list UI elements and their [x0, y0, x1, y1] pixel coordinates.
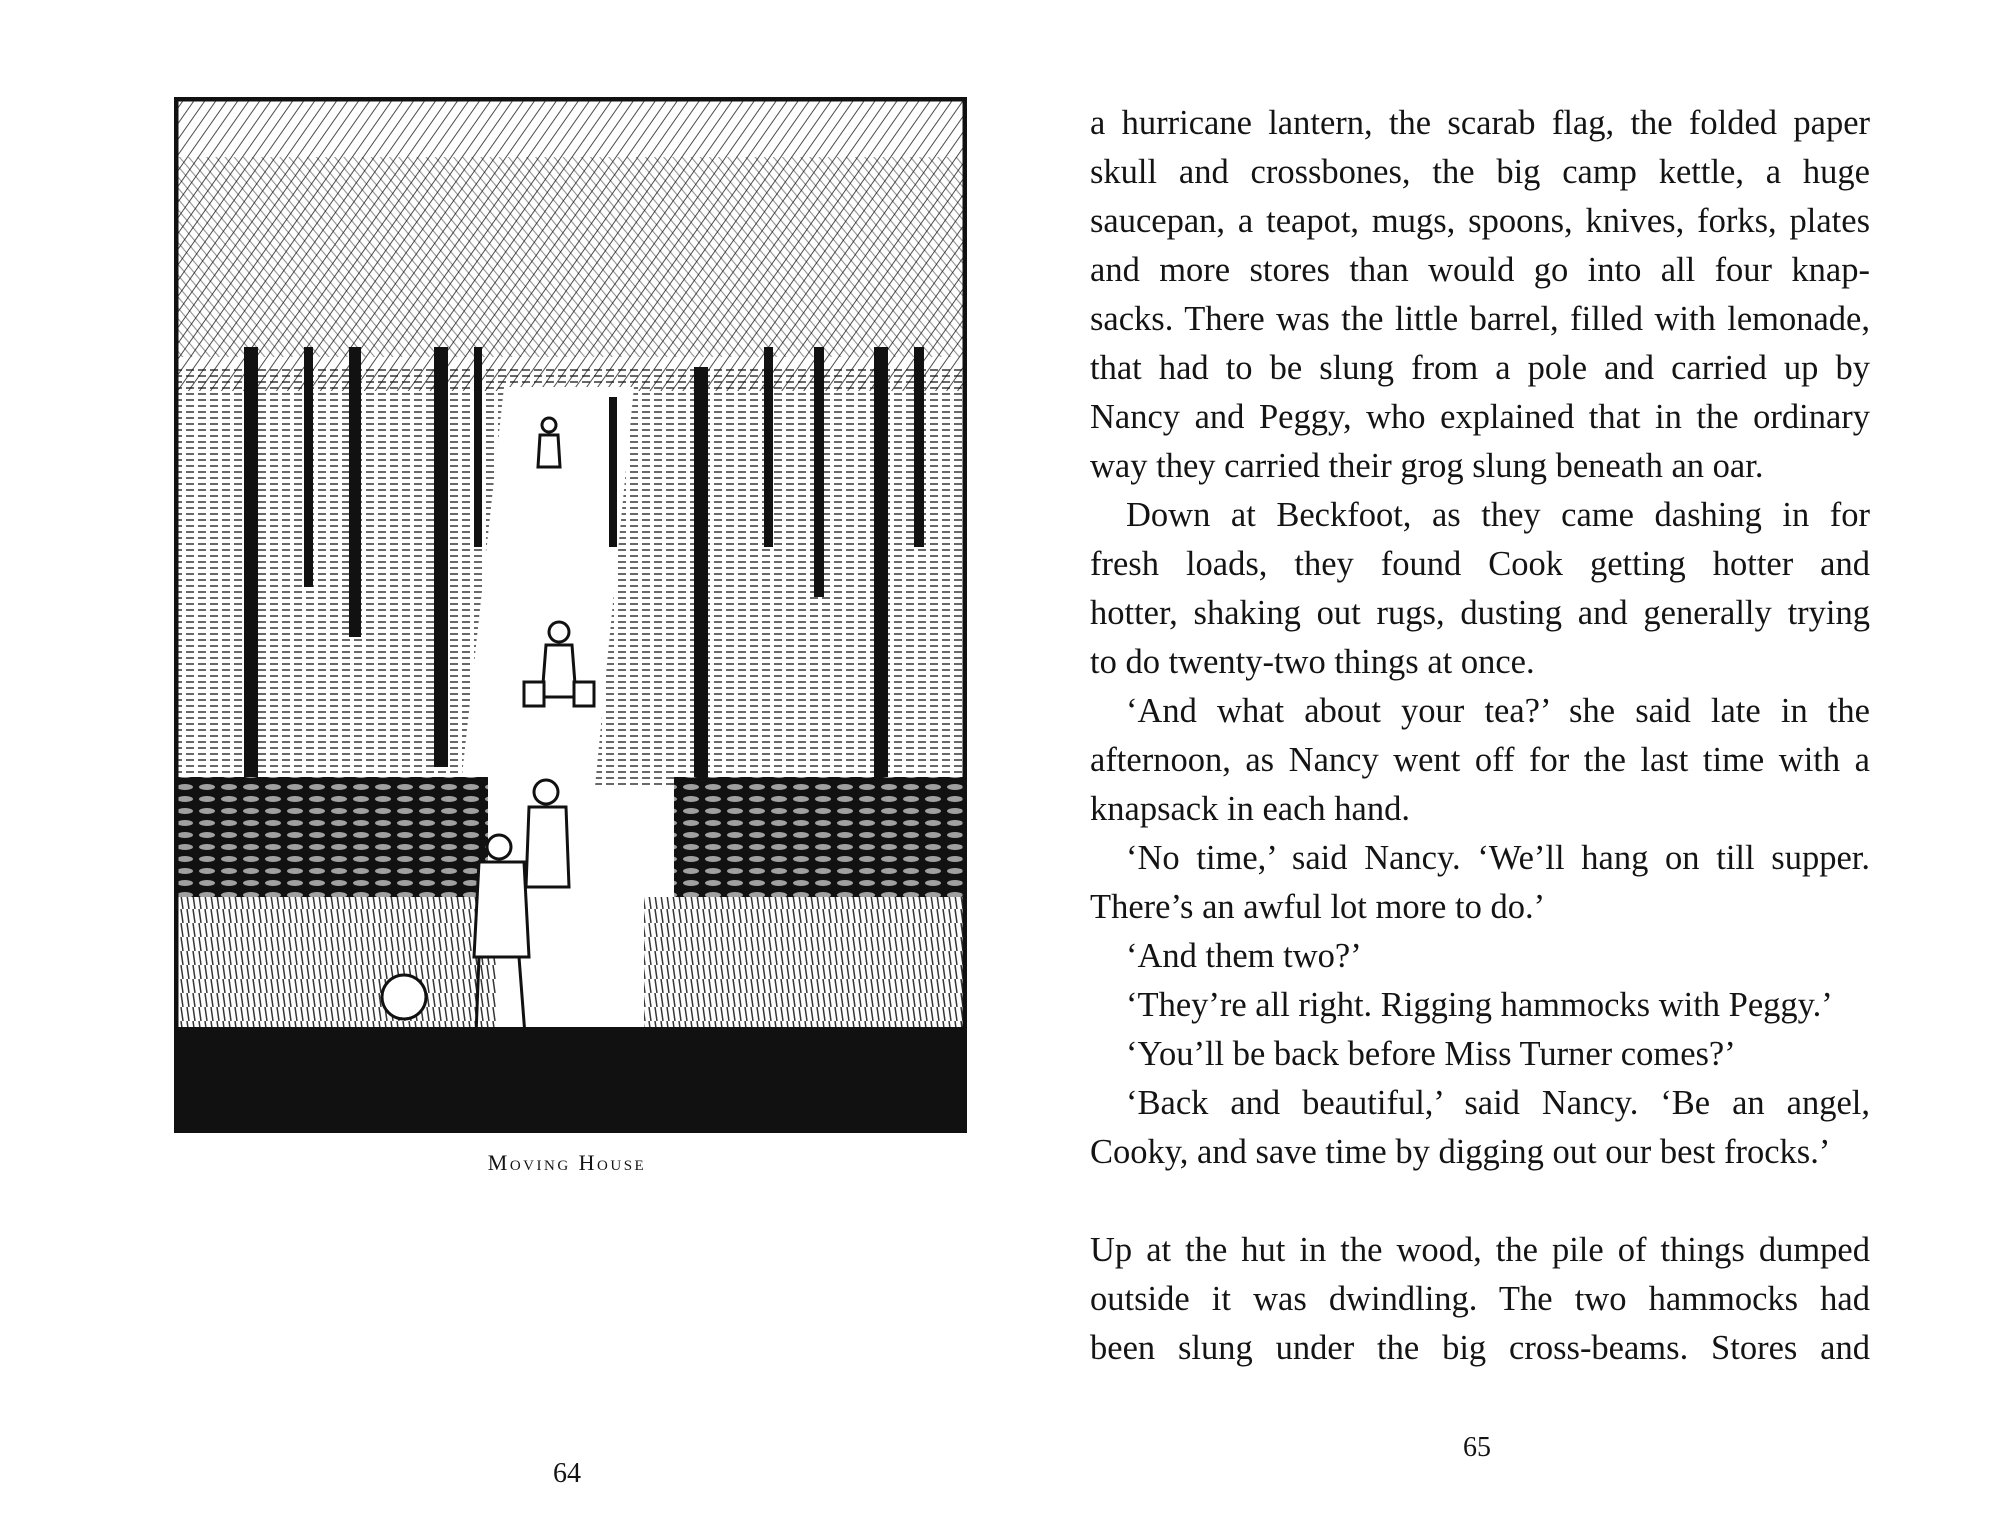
- section-break: [1090, 1177, 1870, 1226]
- text-line: sacks. There was the little barrel, filled with lemonade,: [1090, 300, 1870, 338]
- text-line: outside it was dwindling. The two hammocks had: [1090, 1280, 1870, 1318]
- text-line: a hurricane lantern, the scarab flag, the folded paper: [1090, 104, 1870, 142]
- illustration-caption: Moving House: [487, 1150, 647, 1175]
- page-number-left: 64: [553, 1458, 581, 1489]
- text-line: and more stores than would go into all four knap-: [1090, 251, 1870, 289]
- text-line: ‘And them two?’: [1126, 937, 1362, 975]
- text-line: There’s an awful lot more to do.’: [1090, 888, 1546, 926]
- text-line: Up at the hut in the wood, the pile of things dumped: [1090, 1231, 1870, 1269]
- text-line: skull and crossbones, the big camp kettle, a huge: [1090, 153, 1870, 191]
- text-line: way they carried their grog slung beneath an oar.: [1090, 447, 1764, 485]
- text-line: ‘No time,’ said Nancy. ‘We’ll hang on till supper.: [1126, 839, 1870, 877]
- text-line: Nancy and Peggy, who explained that in the ordinary: [1090, 398, 1870, 436]
- illustration-forest-path: [174, 97, 967, 1133]
- text-line: ‘They’re all right. Rigging hammocks with Peggy.’: [1126, 986, 1833, 1024]
- text-line: been slung under the big cross-beams. Stores and: [1090, 1329, 1870, 1367]
- text-line: fresh loads, they found Cook getting hotter and: [1090, 545, 1870, 583]
- text-line: ‘You’ll be back before Miss Turner comes?’: [1126, 1035, 1736, 1073]
- text-line: ‘Back and beautiful,’ said Nancy. ‘Be an angel,: [1126, 1084, 1870, 1122]
- page-number-right: 65: [1463, 1432, 1491, 1463]
- text-line: to do twenty-two things at once.: [1090, 643, 1535, 681]
- body-text: [1090, 99, 1870, 1373]
- text-line: Down at Beckfoot, as they came dashing in for: [1126, 496, 1870, 534]
- text-line: that had to be slung from a pole and carried up by: [1090, 349, 1870, 387]
- text-line: afternoon, as Nancy went off for the last time with a: [1090, 741, 1870, 779]
- text-line: Cooky, and save time by digging out our best frocks.’: [1090, 1133, 1831, 1171]
- text-line: knapsack in each hand.: [1090, 790, 1410, 828]
- text-line: ‘And what about your tea?’ she said late in the: [1126, 692, 1870, 730]
- text-line: hotter, shaking out rugs, dusting and generally trying: [1090, 594, 1870, 632]
- text-line: saucepan, a teapot, mugs, spoons, knives, forks, plates: [1090, 202, 1870, 240]
